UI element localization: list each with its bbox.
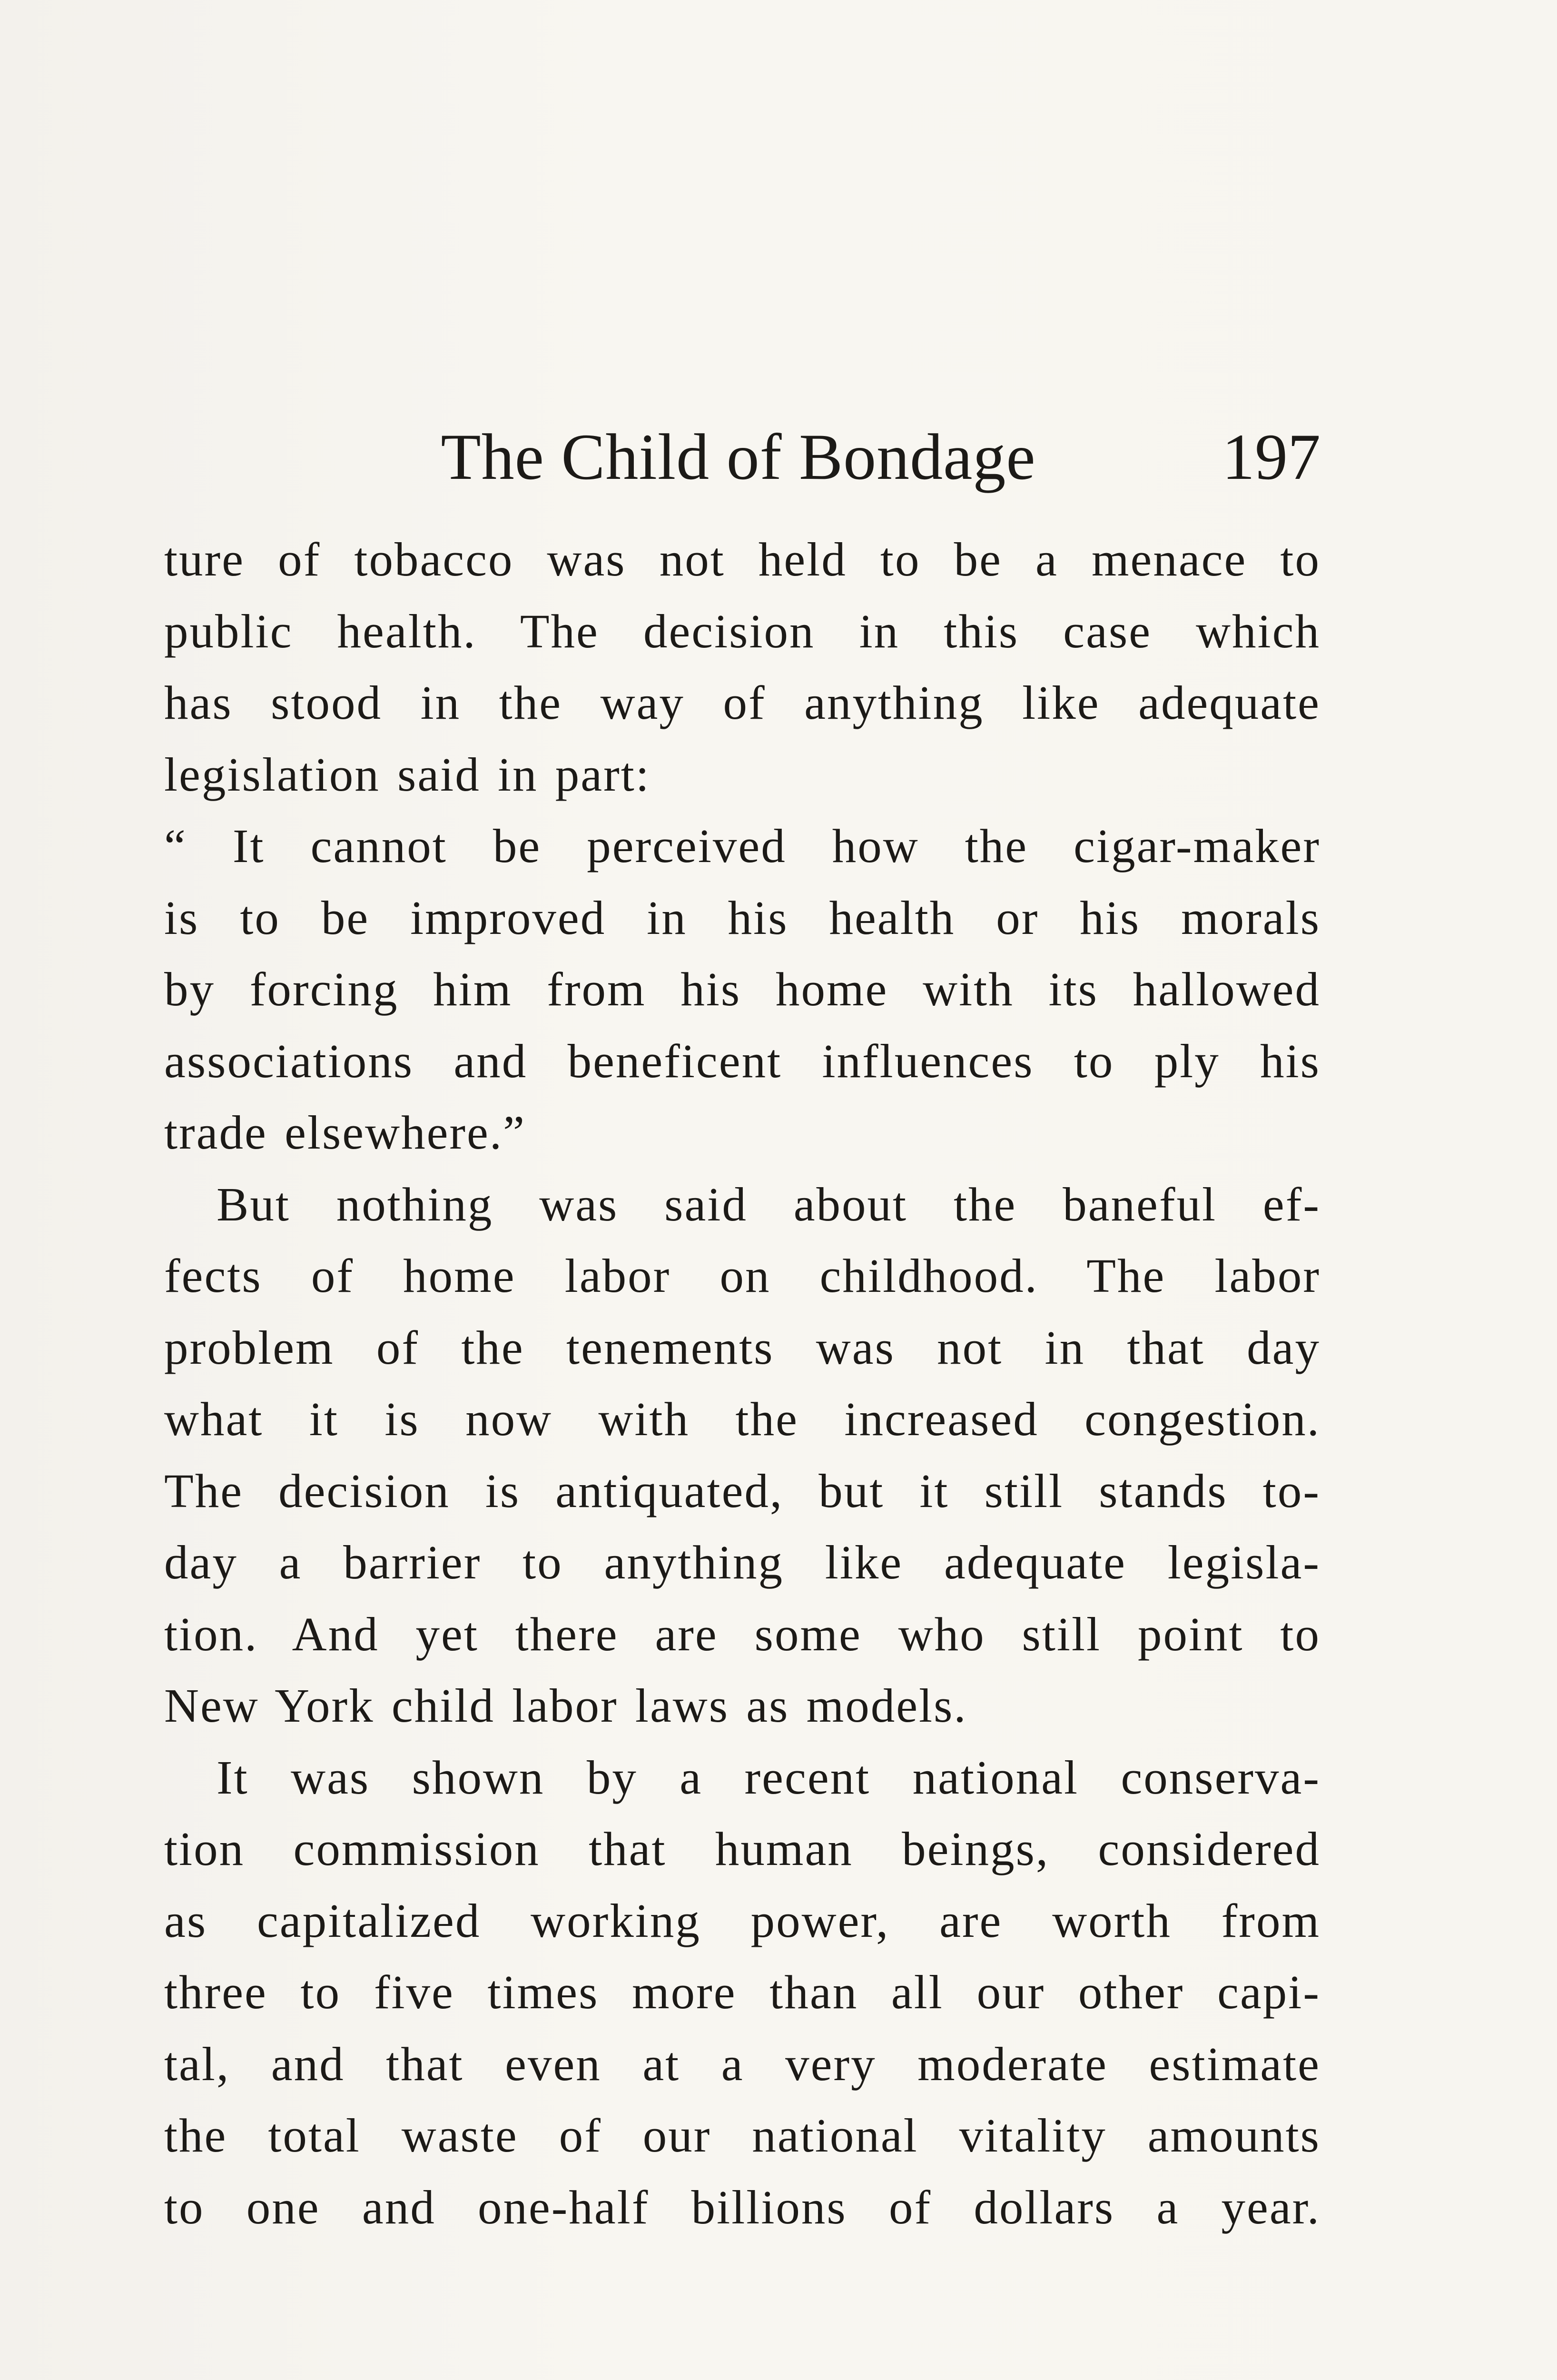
running-head [164, 419, 1320, 500]
quote-line: trade elsewhere.” [164, 1106, 526, 1159]
text-line: what it is now with the increased congestion. [164, 1392, 1320, 1446]
text-line: problem of the tenements was not in that day [164, 1320, 1320, 1374]
body-text [164, 524, 1320, 2243]
running-head-title: The Child of Bondage [441, 420, 1036, 493]
quote-line: by forcing him from his home with its hallowed [164, 962, 1320, 1016]
text-line: tion. And yet there are some who still point to [164, 1607, 1320, 1661]
quote-line: associations and beneficent influences to ply his [164, 1034, 1320, 1088]
text-line: three to five times more than all our other capi- [164, 1965, 1320, 2019]
text-line: public health. The decision in this case which [164, 604, 1320, 658]
quote-line: is to be improved in his health or his morals [164, 891, 1320, 944]
text-line: day a barrier to anything like adequate legisla- [164, 1536, 1320, 1589]
text-line: New York child labor laws as models. [164, 1679, 967, 1732]
page-number: 197 [1222, 420, 1320, 493]
text-line: has stood in the way of anything like adequate [164, 676, 1320, 729]
text-line: the total waste of our national vitality amounts [164, 2109, 1320, 2162]
quote-line: “ It cannot be perceived how the cigar-maker [164, 819, 1320, 873]
text-line: The decision is antiquated, but it still stands to- [164, 1464, 1320, 1517]
text-line: ture of tobacco was not held to be a menace to [164, 533, 1320, 586]
text-line: legislation said in part: [164, 747, 650, 801]
text-line: as capitalized working power, are worth from [164, 1894, 1320, 1947]
text-line: to one and one-half billions of dollars a year. [164, 2180, 1320, 2234]
text-line: It was shown by a recent national conserva- [217, 1750, 1320, 1804]
text-line: tion commission that human beings, considered [164, 1822, 1320, 1875]
text-line: fects of home labor on childhood. The labor [164, 1249, 1320, 1302]
text-line: But nothing was said about the baneful ef- [217, 1177, 1320, 1231]
text-line: tal, and that even at a very moderate estimate [164, 2037, 1320, 2091]
